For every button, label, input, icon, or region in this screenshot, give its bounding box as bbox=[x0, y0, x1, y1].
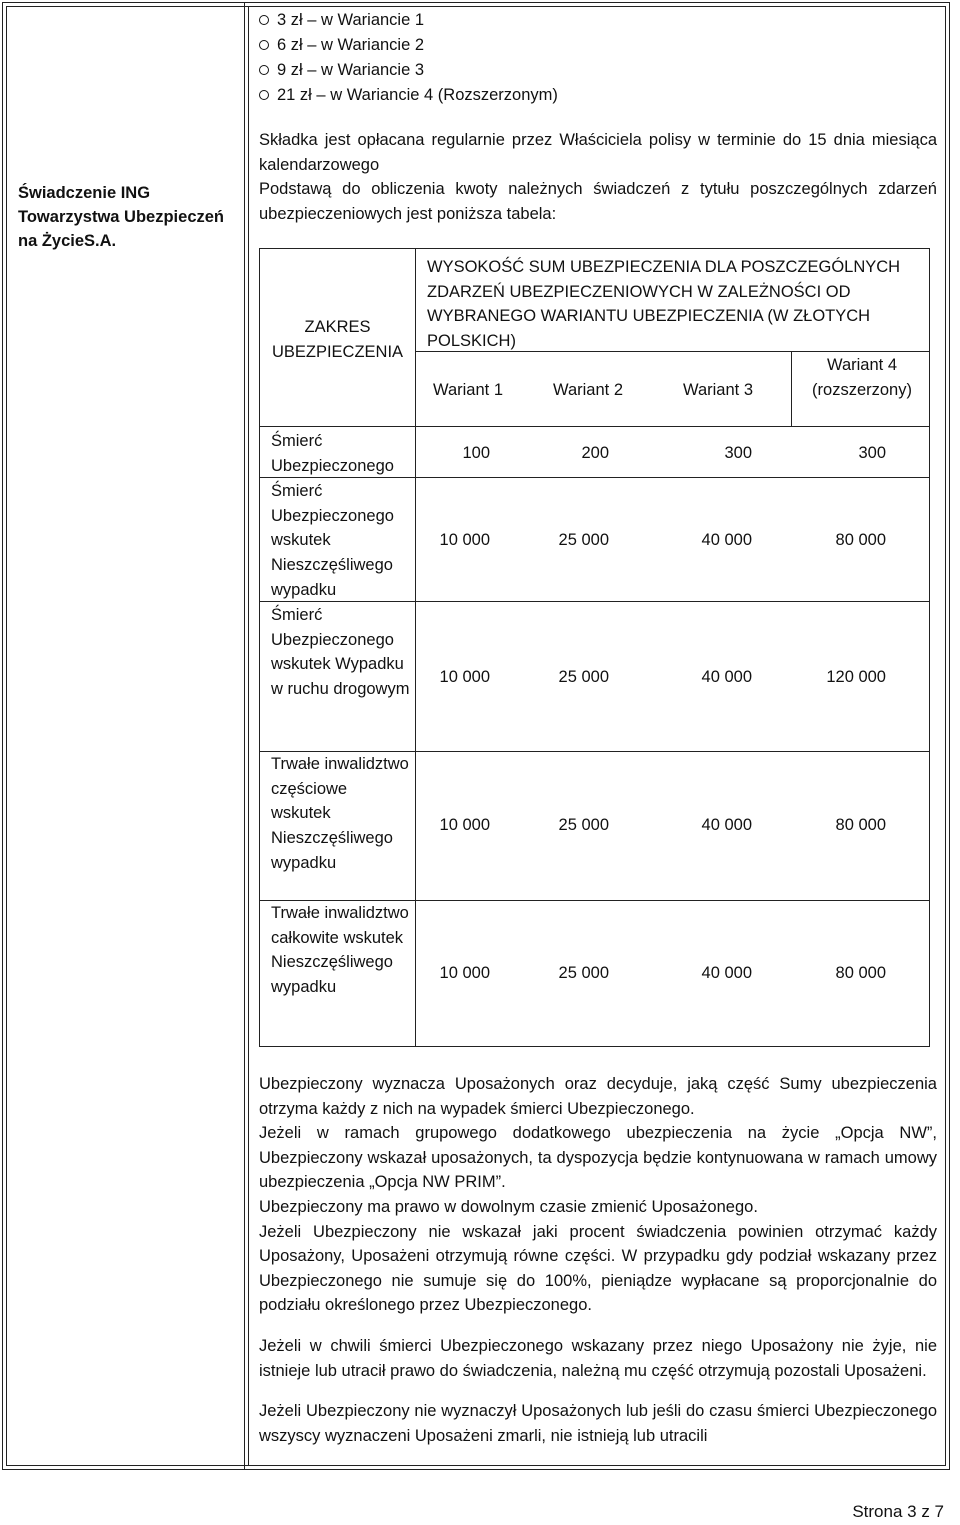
table-cell: 25 000 bbox=[558, 531, 609, 549]
table-cell: 40 000 bbox=[701, 816, 752, 834]
table-cell: 10 000 bbox=[439, 816, 490, 834]
list-item: 3 zł – w Wariancie 1 bbox=[259, 8, 937, 33]
table-header-variant: Wariant 2 bbox=[553, 381, 623, 399]
paragraph-death: Jeżeli w chwili śmierci Ubezpieczonego wskazany przez niego Uposażony nie żyje, nie istnieje lub utracił prawo do świadczenia, należną mu część otrzymują pozostali Uposażeni. bbox=[259, 1336, 937, 1380]
list-item: 9 zł – w Wariancie 3 bbox=[259, 58, 937, 83]
bullet-icon bbox=[259, 65, 269, 75]
paragraph-no-beneficiary: Jeżeli Ubezpieczony nie wyznaczył Uposażonych lub jeśli do czasu śmierci Ubezpieczonego wszyscy wyznaczeni Uposażeni zmarli, nie istnieją lub utracili bbox=[259, 1402, 937, 1445]
table-header-main: WYSOKOŚĆ SUM UBEZPIECZENIA DLA POSZCZEGÓLNYCH ZDARZEŃ UBEZPIECZENIOWYCH W ZALEŻNOŚCI OD WYBRANEGO WARIANTU UBEZPIECZENIA (W ZŁOTYCH POLSKICH) bbox=[427, 258, 901, 351]
paragraph-change: Ubezpieczony ma prawo w dowolnym czasie zmienić Uposażonego. bbox=[259, 1197, 758, 1216]
table-row-label: Trwałe inwalidztwo częściowe wskutek Nieszczęśliwego wypadku bbox=[271, 755, 409, 872]
table-cell: 80 000 bbox=[835, 964, 886, 982]
table-header-zakres: ZAKRES UBEZPIECZENIA bbox=[271, 318, 404, 361]
table-cell: 100 bbox=[462, 444, 490, 462]
page-number: Strona 3 z 7 bbox=[852, 1502, 944, 1521]
table-header-variant: Wariant 1 bbox=[433, 381, 503, 399]
sum-insured-table bbox=[259, 248, 930, 1047]
table-cell: 10 000 bbox=[439, 668, 490, 686]
paragraph-option-nw: Jeżeli w ramach grupowego dodatkowego ubezpieczenia na życie „Opcja NW”, Ubezpieczony wskazał uposażonych, ta dyspozycja będzie kontynuowana w ramach umowy ubezpieczenia „Opcja NW PRIM”. bbox=[259, 1124, 937, 1192]
table-cell: 300 bbox=[858, 444, 886, 462]
paragraph-basis: Podstawą do obliczenia kwoty należnych świadczeń z tytułu poszczególnych zdarzeń ubezpieczeniowych jest poniższa tabela: bbox=[259, 180, 937, 223]
table-divider bbox=[260, 426, 929, 427]
table-row-label: Trwałe inwalidztwo całkowite wskutek Nieszczęśliwego wypadku bbox=[271, 904, 409, 997]
table-cell: 200 bbox=[581, 444, 609, 462]
table-cell: 300 bbox=[724, 444, 752, 462]
table-cell: 10 000 bbox=[439, 531, 490, 549]
column-divider-outer bbox=[244, 2, 245, 1470]
table-header-variant: Wariant 3 bbox=[683, 381, 753, 399]
content-lower bbox=[259, 1072, 937, 1448]
column-divider bbox=[248, 6, 249, 1466]
table-cell: 80 000 bbox=[835, 816, 886, 834]
paragraph-beneficiaries: Ubezpieczony wyznacza Uposażonych oraz decyduje, jaką część Sumy ubezpieczenia otrzyma każdy z nich na wypadek śmierci Ubezpieczonego. bbox=[259, 1075, 937, 1118]
list-item: 6 zł – w Wariancie 2 bbox=[259, 33, 937, 58]
premium-list bbox=[259, 8, 937, 108]
paragraph-premium: Składka jest opłacana regularnie przez Właściciela polisy w terminie do 15 dnia miesiąca kalendarzowego bbox=[259, 131, 937, 174]
bullet-icon bbox=[259, 40, 269, 50]
list-item: 21 zł – w Wariancie 4 (Rozszerzonym) bbox=[259, 83, 937, 108]
table-row-label: Śmierć Ubezpieczonego wskutek Wypadku w ruchu drogowym bbox=[271, 606, 410, 699]
table-cell: 80 000 bbox=[835, 531, 886, 549]
table-cell: 40 000 bbox=[701, 964, 752, 982]
paragraph-percent: Jeżeli Ubezpieczony nie wskazał jaki procent świadczenia powinien otrzymać każdy Uposażony, Uposażeni otrzymują równe części. W przypadku gdy podział wskazany przez Ubezpieczonego nie sumuje się do 100%, pieniądze wypłacane są proporcjonalnie do podziału określonego przez Ubezpieczonego. bbox=[259, 1222, 937, 1315]
table-cell: 10 000 bbox=[439, 964, 490, 982]
content-column bbox=[259, 8, 937, 226]
table-cell: 40 000 bbox=[701, 531, 752, 549]
table-cell: 120 000 bbox=[826, 668, 886, 686]
table-header-variant: Wariant 4 (rozszerzony) bbox=[812, 356, 912, 399]
table-cell: 40 000 bbox=[701, 668, 752, 686]
table-cell: 25 000 bbox=[558, 816, 609, 834]
table-row-label: Śmierć Ubezpieczonego bbox=[271, 432, 394, 475]
bullet-icon bbox=[259, 90, 269, 100]
table-divider bbox=[415, 249, 416, 1046]
table-cell: 25 000 bbox=[558, 964, 609, 982]
table-cell: 25 000 bbox=[558, 668, 609, 686]
section-title: Świadczenie ING Towarzystwa Ubezpieczeń na ŻycieS.A. bbox=[18, 184, 225, 250]
table-row-label: Śmierć Ubezpieczonego wskutek Nieszczęśliwego wypadku bbox=[271, 482, 394, 599]
table-divider bbox=[791, 351, 792, 427]
bullet-icon bbox=[259, 15, 269, 25]
